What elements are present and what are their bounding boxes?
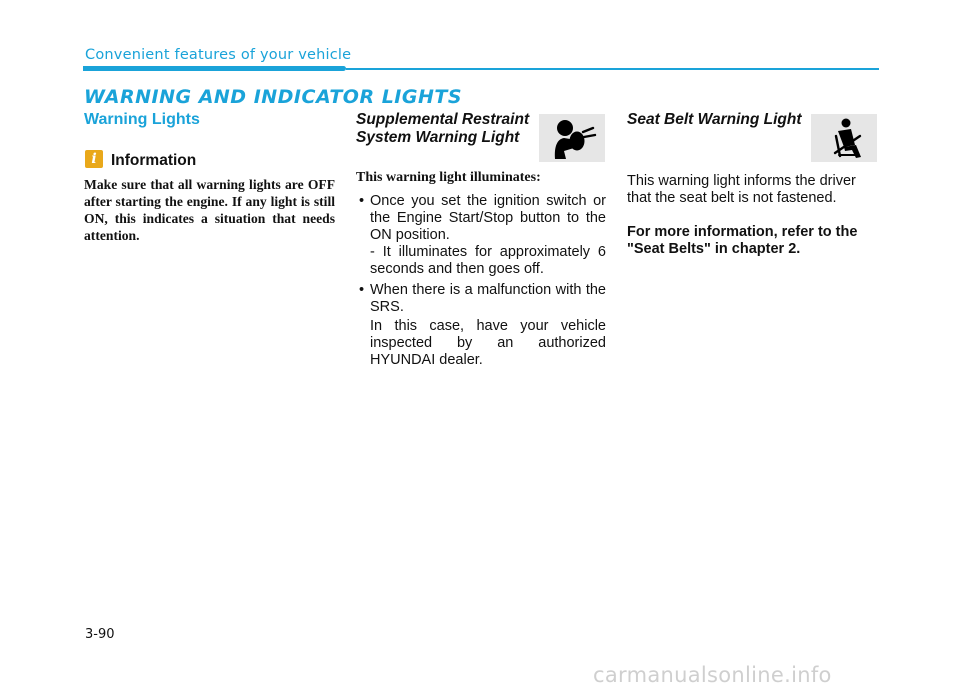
page-number: 3-90 xyxy=(85,627,115,642)
bullet-marker: • xyxy=(359,282,365,298)
watermark: carmanualsonline.info xyxy=(593,663,832,687)
srs-warning-title xyxy=(356,111,536,147)
section-title: WARNING AND INDICATOR LIGHTS xyxy=(84,86,463,108)
srs-subheading: This warning light illuminates: xyxy=(356,170,541,185)
airbag-warning-icon xyxy=(539,114,605,162)
information-body: Make sure that all warning lights are OFF after starting the engine. If any light is still ON, this indicates a situation that needs attention. xyxy=(84,177,335,243)
chapter-header: Convenient features of your vehicle xyxy=(85,47,352,63)
srs-title-line1: Supplemental Restraint xyxy=(356,111,530,128)
information-icon: i xyxy=(85,150,103,168)
srs-bullet-1 xyxy=(356,193,606,244)
seat-belt-reference-note: For more information, refer to the "Seat Belts" in chapter 2. xyxy=(627,224,858,257)
seat-belt-description: This warning light informs the driver that the seat belt is not fastened. xyxy=(627,173,856,206)
srs-bullet-2-text: When there is a malfunction with the SRS. xyxy=(370,282,606,315)
seat-belt-warning-title: Seat Belt Warning Light xyxy=(627,111,802,128)
seat-belt-warning-icon xyxy=(811,114,877,162)
srs-title-line2: System Warning Light xyxy=(356,129,520,146)
srs-bullet-1-text: Once you set the ignition switch or the Engine Start/Stop button to the ON position. xyxy=(370,193,606,243)
header-rule xyxy=(346,68,879,70)
srs-bullet-2-detail: In this case, have your vehicle inspected by an authorized HYUNDAI dealer. xyxy=(370,318,606,368)
warning-lights-heading: Warning Lights xyxy=(84,111,200,128)
srs-bullet-2 xyxy=(356,282,606,316)
srs-bullet-1-detail: - It illuminates for approximately 6 seconds and then goes off. xyxy=(370,244,606,277)
information-title: Information xyxy=(111,152,197,169)
header-accent-bar xyxy=(83,66,346,71)
bullet-marker: • xyxy=(359,193,365,209)
